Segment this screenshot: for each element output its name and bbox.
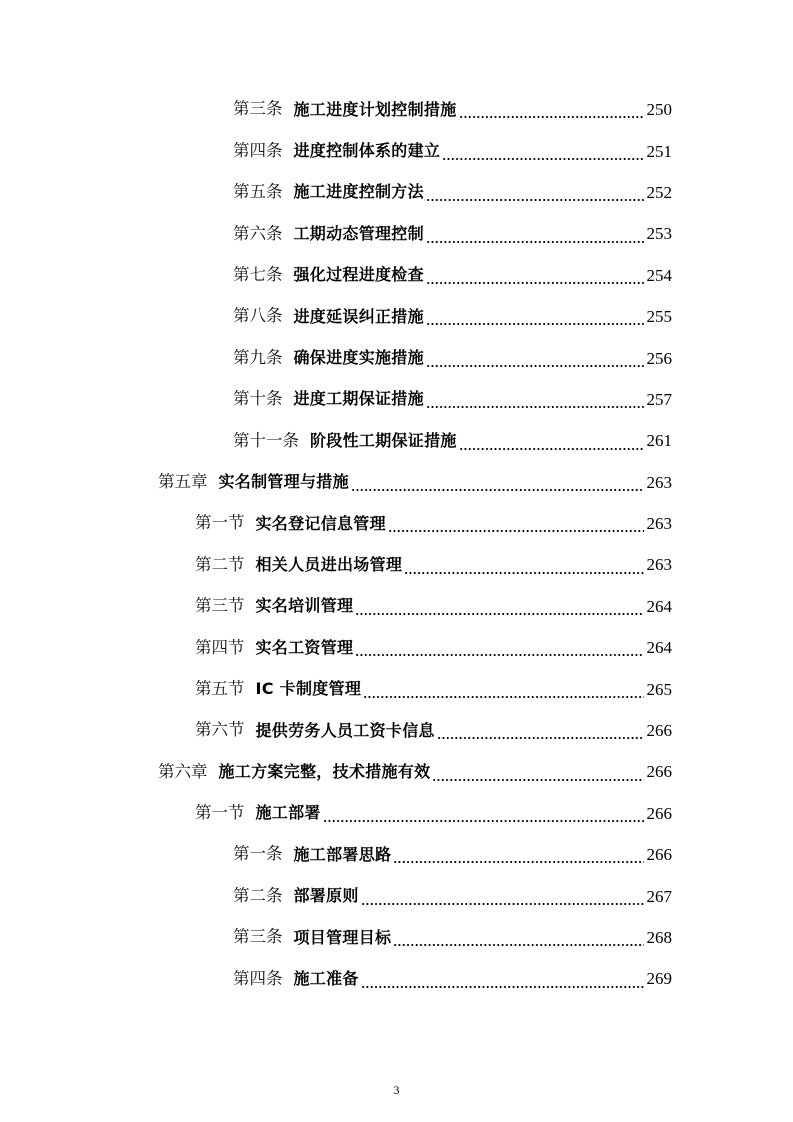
toc-entry[interactable] bbox=[0, 544, 793, 585]
toc-entry-page: 266 bbox=[646, 762, 672, 782]
toc-entry-page: 264 bbox=[646, 638, 672, 658]
dot-leader bbox=[361, 903, 644, 905]
toc-entry-title: 施工方案完整，技术措施有效 bbox=[218, 761, 431, 781]
toc-entry[interactable] bbox=[0, 130, 793, 171]
toc-entry-title: 施工进度控制方法 bbox=[293, 182, 424, 202]
toc-entry-title: 进度延误纠正措施 bbox=[293, 306, 424, 326]
dot-leader bbox=[355, 654, 643, 656]
toc-entry-number: 第六章 bbox=[158, 761, 208, 781]
toc-entry[interactable] bbox=[0, 255, 793, 296]
toc-entry-title: 项目管理目标 bbox=[293, 927, 392, 947]
toc-entry[interactable] bbox=[0, 958, 793, 999]
toc-entry-title: IC 卡制度管理 bbox=[255, 679, 362, 699]
toc-entry[interactable] bbox=[0, 751, 793, 792]
toc-entry-title: 工期动态管理控制 bbox=[293, 223, 424, 243]
toc-entry-page: 263 bbox=[646, 472, 672, 492]
toc-entry[interactable] bbox=[0, 710, 793, 751]
toc-entry[interactable] bbox=[0, 875, 793, 916]
toc-entry-number: 第五节 bbox=[195, 678, 245, 698]
toc-entry-title: 相关人员进出场管理 bbox=[255, 554, 403, 574]
toc-entry-page: 254 bbox=[646, 265, 672, 285]
toc-entry-page: 266 bbox=[646, 803, 672, 823]
page-number: 3 bbox=[393, 1083, 400, 1097]
toc-entry[interactable] bbox=[0, 420, 793, 461]
toc-entry[interactable] bbox=[0, 89, 793, 130]
toc-entry-number: 第九条 bbox=[233, 347, 283, 367]
toc-entry-number: 第七条 bbox=[233, 265, 283, 284]
dot-leader bbox=[459, 448, 644, 450]
toc-entry-number: 第一节 bbox=[195, 803, 245, 823]
toc-entry-page: 267 bbox=[646, 886, 672, 906]
toc-entry-page: 250 bbox=[646, 100, 672, 120]
dot-leader bbox=[393, 861, 643, 863]
toc-entry-number: 第二节 bbox=[195, 554, 245, 574]
toc-entry[interactable] bbox=[0, 668, 793, 709]
toc-entry[interactable] bbox=[0, 917, 793, 958]
toc-entry-number: 第四节 bbox=[195, 637, 245, 657]
toc-entry-page: 261 bbox=[646, 431, 672, 451]
toc-entry[interactable] bbox=[0, 503, 793, 544]
dot-leader bbox=[355, 613, 643, 615]
toc-entry-title: 提供劳务人员工资卡信息 bbox=[255, 720, 435, 740]
dot-leader bbox=[426, 241, 644, 243]
toc-entry[interactable] bbox=[0, 793, 793, 834]
toc-entry-number: 第三节 bbox=[195, 596, 245, 616]
dot-leader bbox=[426, 323, 644, 325]
toc-entry-page: 255 bbox=[646, 307, 672, 327]
toc-entry-page: 252 bbox=[646, 182, 672, 202]
dot-leader bbox=[351, 489, 644, 491]
toc-entry-number: 第三条 bbox=[233, 99, 283, 119]
toc-entry-title: 阶段性工期保证措施 bbox=[310, 430, 457, 450]
toc-entry-number: 第十一条 bbox=[233, 430, 299, 450]
toc-entry-page: 264 bbox=[646, 596, 672, 616]
toc-entry-title: 实名工资管理 bbox=[255, 637, 354, 657]
toc-entry-title: 施工进度计划控制措施 bbox=[293, 99, 457, 119]
dot-leader bbox=[426, 199, 644, 201]
toc-entry-page: 266 bbox=[646, 721, 672, 741]
toc-entry[interactable] bbox=[0, 337, 793, 378]
toc-entry[interactable] bbox=[0, 834, 793, 875]
dot-leader bbox=[404, 572, 643, 574]
toc-entry-title: 部署原则 bbox=[293, 886, 359, 906]
toc-entry-page: 269 bbox=[646, 969, 672, 989]
dot-leader bbox=[426, 365, 644, 367]
toc-entry[interactable] bbox=[0, 627, 793, 668]
dot-leader bbox=[393, 944, 643, 946]
toc-entry[interactable] bbox=[0, 172, 793, 213]
dot-leader bbox=[323, 820, 644, 822]
toc-entry-number: 第五条 bbox=[233, 182, 283, 202]
toc-entry-page: 251 bbox=[646, 141, 672, 161]
toc-entry-page: 268 bbox=[646, 928, 672, 947]
toc-entry-page: 263 bbox=[646, 555, 672, 575]
toc-entry-number: 第六条 bbox=[233, 223, 283, 243]
toc-entry-number: 第四条 bbox=[233, 140, 283, 160]
toc-entry-number: 第一节 bbox=[195, 513, 245, 533]
toc-entry-title: 施工部署 bbox=[255, 803, 321, 823]
dot-leader bbox=[363, 696, 643, 698]
toc-entry-number: 第八条 bbox=[233, 306, 283, 326]
toc-entry-page: 257 bbox=[646, 389, 672, 409]
table-of-contents bbox=[0, 89, 793, 1000]
toc-entry-title: 进度工期保证措施 bbox=[293, 389, 424, 409]
dot-leader bbox=[361, 986, 644, 988]
toc-entry[interactable] bbox=[0, 296, 793, 337]
toc-entry-title: 实名培训管理 bbox=[255, 596, 354, 616]
toc-entry-number: 第二条 bbox=[233, 885, 283, 905]
toc-entry-number: 第六节 bbox=[195, 720, 245, 740]
toc-entry-title: 进度控制体系的建立 bbox=[293, 141, 441, 161]
toc-entry-title: 实名制管理与措施 bbox=[218, 472, 349, 492]
toc-entry-title: 确保进度实施措施 bbox=[293, 348, 424, 368]
toc-entry[interactable] bbox=[0, 213, 793, 254]
toc-entry-page: 265 bbox=[646, 679, 672, 699]
dot-leader bbox=[442, 158, 643, 160]
toc-entry-number: 第五章 bbox=[158, 471, 208, 491]
toc-entry-title: 施工部署思路 bbox=[293, 844, 392, 864]
toc-entry-number: 第十条 bbox=[233, 389, 283, 409]
toc-entry[interactable] bbox=[0, 379, 793, 420]
toc-entry-title: 实名登记信息管理 bbox=[255, 513, 386, 533]
dot-leader bbox=[432, 779, 643, 781]
toc-entry-page: 256 bbox=[646, 348, 672, 368]
toc-entry-number: 第四条 bbox=[233, 968, 283, 988]
dot-leader bbox=[426, 282, 644, 284]
toc-entry[interactable] bbox=[0, 462, 793, 503]
toc-entry-page: 263 bbox=[646, 514, 672, 534]
toc-entry[interactable] bbox=[0, 586, 793, 627]
dot-leader bbox=[459, 116, 644, 118]
toc-entry-page: 253 bbox=[646, 224, 672, 244]
dot-leader bbox=[388, 530, 644, 532]
toc-entry-page: 266 bbox=[646, 845, 672, 865]
toc-entry-number: 第一条 bbox=[233, 844, 283, 864]
dot-leader bbox=[426, 406, 644, 408]
dot-leader bbox=[437, 737, 644, 739]
toc-entry-title: 强化过程进度检查 bbox=[293, 265, 424, 285]
toc-entry-title: 施工准备 bbox=[293, 968, 359, 988]
toc-entry-number: 第三条 bbox=[233, 927, 283, 947]
